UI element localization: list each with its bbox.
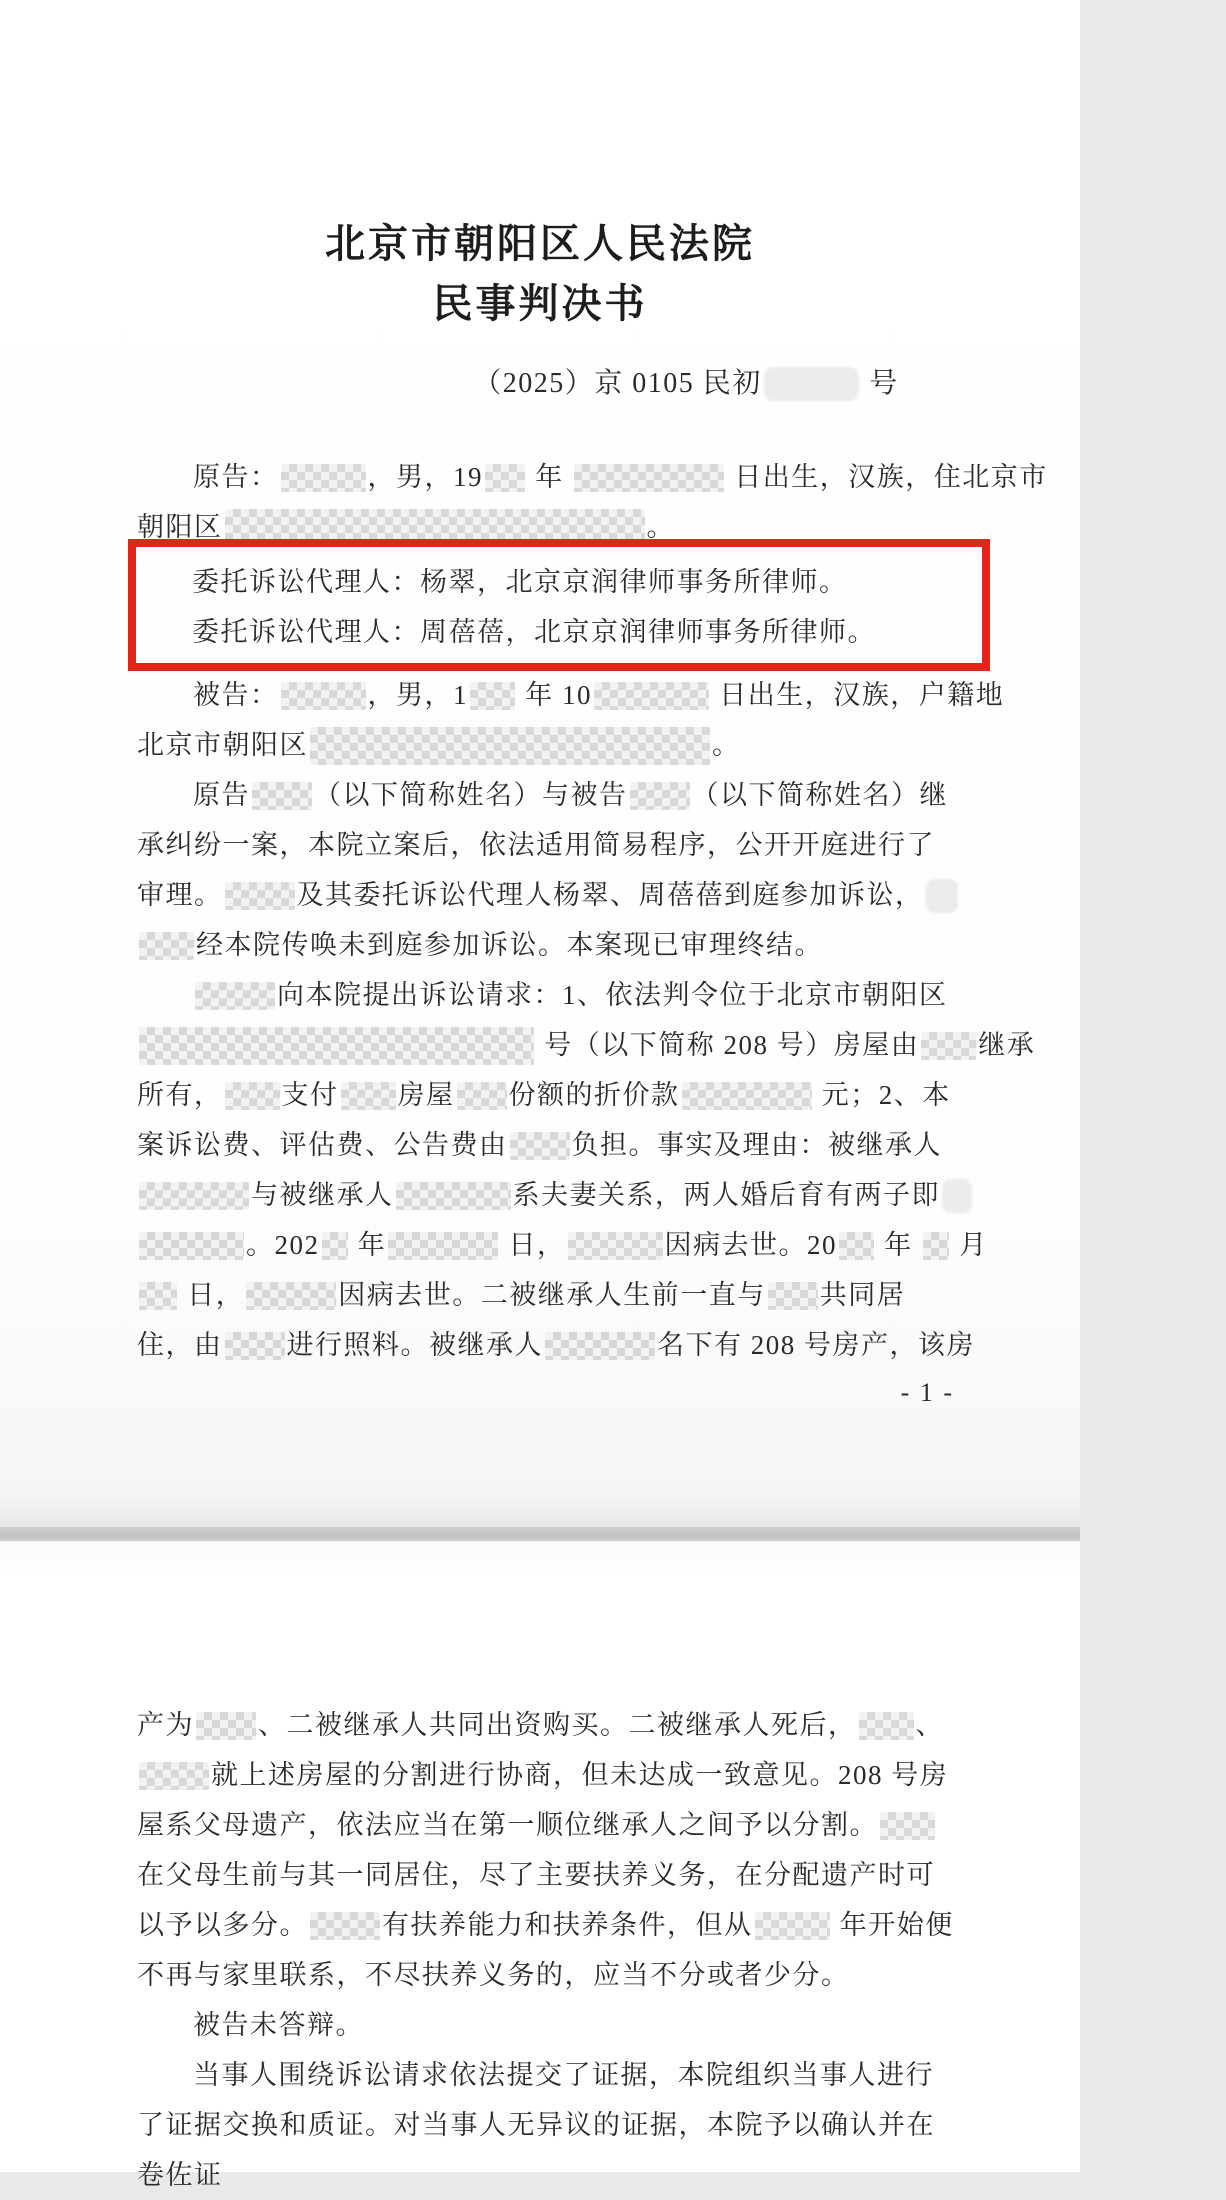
party-block: [137, 452, 1048, 552]
redaction-mosaic: [310, 727, 710, 765]
document-type-title: 民事判决书: [432, 281, 648, 326]
text-segment: 房屋: [397, 1080, 455, 1110]
redaction-mosaic: [139, 1027, 534, 1065]
redaction-mosaic: [225, 1082, 280, 1110]
redaction-mosaic: [921, 1032, 976, 1060]
redaction-mosaic: [568, 1232, 663, 1260]
text-segment: 向本院提出诉讼请求：1、依法判令位于北京市朝阳区: [277, 980, 948, 1010]
body-line: [137, 1120, 1035, 1170]
text-segment: 共同居: [819, 1280, 906, 1310]
text-segment: 系夫妻关系，两人婚后育有两子即: [512, 1180, 940, 1210]
body-line: [137, 720, 1035, 770]
redaction-mosaic: [545, 1332, 655, 1360]
body-line: [137, 1020, 1035, 1070]
redaction-mosaic: [510, 1132, 570, 1160]
text-segment: 朝阳区: [137, 512, 223, 542]
redaction-mosaic: [281, 682, 366, 710]
redaction-mosaic: [139, 1232, 244, 1260]
text-segment: 因病去世。20: [664, 1230, 837, 1260]
redaction-mosaic: [457, 1082, 507, 1110]
body-line: [137, 870, 1035, 920]
text-segment: 元；2、本: [813, 1080, 951, 1110]
body-line: [137, 1950, 954, 2000]
text-segment: 屋系父母遗产，依法应当在第一顺位继承人之间予以分割。: [137, 1810, 878, 1840]
redaction-mosaic: [225, 1332, 285, 1360]
redaction-mosaic: [225, 882, 295, 910]
redaction-mosaic: [195, 982, 275, 1010]
text-segment: 日出生，汉族，住北京市: [726, 462, 1048, 492]
redaction-mosaic: [926, 879, 958, 913]
text-segment: 原告：: [193, 462, 279, 492]
body-line: [137, 920, 1035, 970]
text-segment: 份额的折价款: [508, 1080, 680, 1110]
body-line: [137, 452, 1048, 502]
redaction-mosaic: [923, 1232, 949, 1260]
text-segment: 、二被继承人共同出资购买。二被继承人死后，: [258, 1710, 857, 1740]
body-line: [137, 1750, 954, 1800]
body-line: [137, 2100, 954, 2150]
text-segment: 被告：: [193, 680, 279, 710]
body-line: [137, 1070, 1035, 1120]
page-number: - 1 -: [900, 1378, 954, 1407]
redaction-mosaic: [252, 782, 312, 810]
text-segment: 日，: [179, 1280, 245, 1310]
redaction-mosaic: [630, 782, 690, 810]
text-segment: 负担。事实及理由：被继承人: [571, 1130, 942, 1160]
body-line: [137, 1320, 1035, 1370]
text-segment: 年: [349, 1230, 387, 1260]
body-line: [137, 2150, 954, 2200]
text-segment: 日出生，汉族，户籍地: [711, 680, 1005, 710]
text-segment: 号（以下简称 208 号）房屋由: [536, 1030, 920, 1060]
text-segment: 、: [915, 1710, 944, 1740]
text-segment: （2025）京 0105 民初: [473, 368, 762, 399]
body-line: [137, 820, 1035, 870]
body-line: [137, 1220, 1035, 1270]
body-line: [137, 970, 1035, 1020]
redaction-mosaic: [594, 682, 709, 710]
redaction-mosaic: [322, 1232, 348, 1260]
body-line: [473, 362, 899, 406]
body-line: [137, 1800, 954, 1850]
redaction-mosaic: [859, 1712, 914, 1740]
highlight-box: [128, 539, 990, 671]
redaction-mosaic: [942, 1179, 972, 1213]
case-number: [146, 362, 1226, 406]
text-segment: 住，由: [137, 1330, 223, 1360]
body-line: [137, 2050, 954, 2100]
redaction-mosaic: [139, 932, 194, 960]
body-line: [137, 1270, 1035, 1320]
redaction-mosaic: [682, 1082, 812, 1110]
body-line: [137, 1700, 954, 1750]
page-2: [0, 1541, 1080, 2190]
agent-line-1-text: 委托诉讼代理人：杨翠，北京京润律师事务所律师。: [192, 567, 848, 597]
text-segment: 不再与家里联系，不尽扶养义务的，应当不分或者少分。: [137, 1960, 850, 1990]
text-segment: 支付: [281, 1080, 339, 1110]
text-segment: 北京市朝阳区: [137, 730, 308, 760]
redaction-mosaic: [310, 1912, 380, 1940]
judgment-body-page2: [137, 1700, 954, 2200]
text-segment: 产为: [137, 1710, 194, 1740]
text-segment: 年: [876, 1230, 921, 1260]
text-segment: 在父母生前与其一同居住，尽了主要扶养义务，在分配遗产时可: [137, 1860, 935, 1890]
redaction-mosaic: [388, 1232, 498, 1260]
body-line: [137, 1170, 1035, 1220]
redaction-mosaic: [470, 682, 515, 710]
text-segment: 案诉讼费、评估费、公告费由: [137, 1130, 508, 1160]
text-segment: 月: [951, 1230, 988, 1260]
text-segment: 有扶养能力和扶养条件，但从: [382, 1910, 753, 1940]
text-segment: 。: [646, 512, 675, 542]
text-segment: 被告未答辩。: [193, 2010, 364, 2040]
agent-line-2: [136, 607, 982, 657]
text-segment: 了证据交换和质证。对当事人无异议的证据，本院予以确认并在: [137, 2110, 935, 2140]
text-segment: 所有，: [137, 1080, 223, 1110]
text-segment: 承纠纷一案，本院立案后，依法适用简易程序，公开开庭进行了: [137, 830, 935, 860]
redaction-mosaic: [139, 1282, 177, 1310]
redaction-mosaic: [764, 367, 859, 401]
text-segment: 继承: [978, 1030, 1036, 1060]
text-segment: 审理。: [137, 880, 223, 910]
redaction-mosaic: [574, 464, 724, 492]
text-segment: 。202: [246, 1230, 320, 1260]
redaction-mosaic: [196, 1712, 256, 1740]
judgment-body-page1: [137, 670, 1035, 1370]
redaction-mosaic: [768, 1282, 818, 1310]
redaction-mosaic: [880, 1812, 935, 1840]
redaction-mosaic: [139, 1762, 209, 1790]
body-line: [137, 670, 1035, 720]
text-segment: 经本院传唤未到庭参加诉讼。本案现已审理终结。: [196, 930, 823, 960]
text-segment: （以下简称姓名）继: [691, 780, 948, 810]
text-segment: 年开始便: [831, 1910, 954, 1940]
text-segment: 卷佐证: [137, 2160, 223, 2190]
redaction-mosaic: [485, 464, 525, 492]
text-segment: 原告: [193, 780, 250, 810]
body-line: [137, 1900, 954, 1950]
text-segment: 进行照料。被继承人: [286, 1330, 543, 1360]
text-segment: 就上述房屋的分割进行协商，但未达成一致意见。208 号房: [211, 1760, 949, 1790]
text-segment: 与被继承人: [251, 1180, 394, 1210]
redaction-mosaic: [139, 1182, 249, 1210]
text-segment: 及其委托诉讼代理人杨翠、周蓓蓓到庭参加诉讼，: [296, 880, 924, 910]
text-segment: ，男，1: [367, 680, 468, 710]
page-separator: [0, 1527, 1080, 1541]
text-segment: （以下简称姓名）与被告: [314, 780, 628, 810]
redaction-mosaic: [281, 464, 366, 492]
text-segment: 当事人围绕诉讼请求依法提交了证据，本院组织当事人进行: [193, 2060, 934, 2090]
redaction-mosaic: [246, 1282, 336, 1310]
text-segment: 。: [712, 730, 741, 760]
redaction-mosaic: [755, 1912, 830, 1940]
body-line: [137, 770, 1035, 820]
text-segment: 因病去世。二被继承人生前一直与: [338, 1280, 766, 1310]
text-segment: 以予以多分。: [137, 1910, 308, 1940]
redaction-mosaic: [396, 1182, 511, 1210]
text-segment: 日，: [500, 1230, 566, 1260]
agent-line-2-text: 委托诉讼代理人：周蓓蓓，北京京润律师事务所律师。: [192, 617, 876, 647]
body-line: [137, 1850, 954, 1900]
redaction-mosaic: [839, 1232, 874, 1260]
court-name: 北京市朝阳区人民法院: [325, 221, 755, 266]
text-segment: 年: [527, 462, 572, 492]
agent-line-1: [136, 557, 982, 607]
text-segment: ，男，19: [367, 462, 483, 492]
body-line: [137, 2000, 954, 2050]
text-segment: 名下有 208 号房产，该房: [657, 1330, 975, 1360]
text-segment: 年 10: [517, 680, 592, 710]
redaction-mosaic: [341, 1082, 396, 1110]
text-segment: 号: [860, 368, 899, 399]
